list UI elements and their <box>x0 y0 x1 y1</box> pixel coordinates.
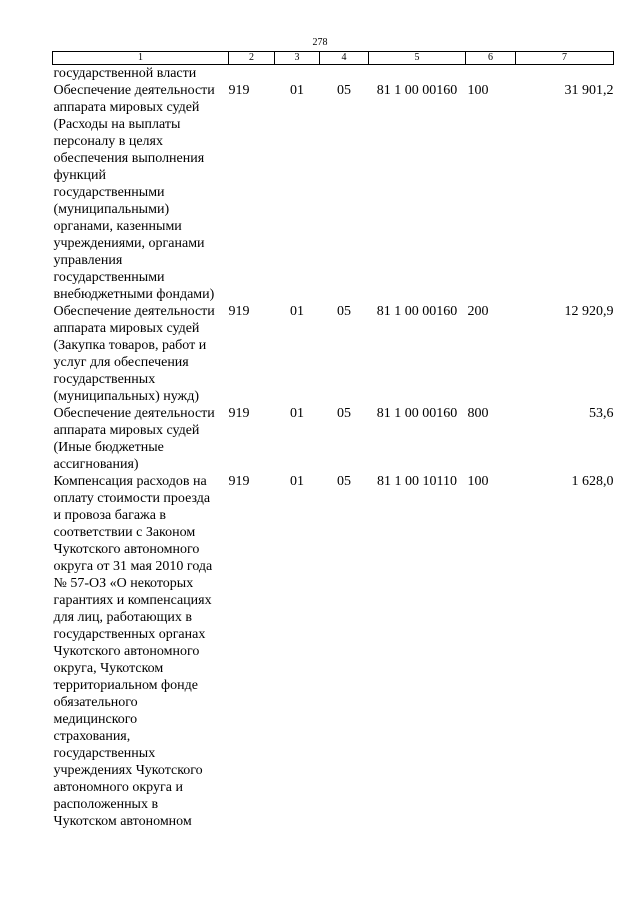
header-col-7: 7 <box>516 52 614 65</box>
row-name-line: Компенсация расходов на <box>53 474 207 489</box>
cell-grbs <box>229 65 275 83</box>
row-name-line: страхования, <box>53 729 131 744</box>
row-name-line: Чукотского автономного <box>53 542 200 557</box>
row-name-line: органами, казенными <box>53 219 182 234</box>
row-name-line: государственных <box>53 746 156 761</box>
row-name-line: аппарата мировых судей <box>53 423 200 438</box>
cell-section: 01 <box>290 406 304 421</box>
row-name-line: (Расходы на выплаты <box>53 117 181 132</box>
row-name-line: округа, Чукотском <box>53 661 164 676</box>
cell-target-code: 81 1 00 00160 <box>376 406 458 421</box>
header-col-3: 3 <box>275 52 320 65</box>
row-name-line: территориальном фонде <box>53 678 198 693</box>
row-name-line: автономного округа и <box>53 780 183 795</box>
cell-amount: 31 901,2 <box>564 83 614 98</box>
cell-expense-type <box>466 65 516 83</box>
row-name-line: Обеспечение деятельности <box>53 83 215 98</box>
row-name-line: ассигнования) <box>53 457 139 472</box>
row-name-line: (муниципальными) <box>53 202 170 217</box>
table-row <box>53 405 614 473</box>
cell-grbs: 919 <box>228 83 250 98</box>
row-name-line: гарантиях и компенсациях <box>53 593 212 608</box>
cell-subsection: 05 <box>337 474 351 489</box>
row-name-line: Обеспечение деятельности <box>53 406 215 421</box>
table-header <box>53 52 614 65</box>
page-number: 278 <box>312 37 328 48</box>
row-name-line: управления <box>53 253 123 268</box>
table-body <box>53 65 614 831</box>
cell-target-code <box>369 65 466 83</box>
row-name-line: государственных органах <box>53 627 206 642</box>
header-row <box>53 52 614 65</box>
row-name-line: услуг для обеспечения <box>53 355 189 370</box>
header-col-4: 4 <box>320 52 369 65</box>
cell-subsection: 05 <box>337 406 351 421</box>
row-name-line: (Иные бюджетные <box>53 440 164 455</box>
cell-target-code: 81 1 00 00160 <box>376 304 458 319</box>
table-row <box>53 473 614 830</box>
row-name-line: внебюджетными фондами) <box>53 287 215 302</box>
table-row <box>53 65 614 83</box>
budget-table <box>52 51 614 830</box>
cell-amount: 1 628,0 <box>571 474 614 489</box>
row-name-line: функций <box>53 168 106 183</box>
row-name-line: государственной власти <box>53 66 197 81</box>
cell-subsection: 05 <box>337 304 351 319</box>
row-name-line: аппарата мировых судей <box>53 321 200 336</box>
header-col-6: 6 <box>466 52 516 65</box>
row-name-line: государственными <box>53 270 165 285</box>
table-row <box>53 303 614 405</box>
cell-grbs: 919 <box>228 406 250 421</box>
row-name-line: округа от 31 мая 2010 года <box>53 559 213 574</box>
cell-expense-type: 100 <box>467 474 489 489</box>
cell-grbs: 919 <box>228 304 250 319</box>
row-name-line: учреждениях Чукотского <box>53 763 203 778</box>
row-name <box>53 473 229 830</box>
row-name <box>53 65 229 83</box>
row-name-line: обязательного <box>53 695 138 710</box>
row-name-line: государственными <box>53 185 165 200</box>
row-name-line: Чукотского автономного <box>53 644 200 659</box>
row-name <box>53 405 229 473</box>
cell-amount: 12 920,9 <box>564 304 614 319</box>
cell-grbs: 919 <box>228 474 250 489</box>
cell-subsection <box>320 65 369 83</box>
row-name-line: оплату стоимости проезда <box>53 491 211 506</box>
table-row <box>53 82 614 303</box>
row-name-line: государственных <box>53 372 156 387</box>
row-name-line: соответствии с Законом <box>53 525 196 540</box>
row-name-line: (Закупка товаров, работ и <box>53 338 207 353</box>
row-name-line: для лиц, работающих в <box>53 610 193 625</box>
cell-amount: 53,6 <box>589 406 614 421</box>
row-name-line: Обеспечение деятельности <box>53 304 215 319</box>
cell-subsection: 05 <box>337 83 351 98</box>
cell-target-code: 81 1 00 10110 <box>377 474 457 489</box>
cell-section: 01 <box>290 304 304 319</box>
row-name-line: персоналу в целях <box>53 134 163 149</box>
row-name-line: и провоза багажа в <box>53 508 167 523</box>
row-name <box>53 303 229 405</box>
row-name-line: (муниципальных) нужд) <box>53 389 200 404</box>
row-name-line: расположенных в <box>53 797 159 812</box>
cell-target-code: 81 1 00 00160 <box>376 83 458 98</box>
row-name-line: № 57-ОЗ «О некоторых <box>53 576 194 591</box>
row-name <box>53 82 229 303</box>
row-name-line: Чукотском автономном <box>53 814 192 829</box>
cell-section: 01 <box>290 83 304 98</box>
row-name-line: медицинского <box>53 712 138 727</box>
cell-expense-type: 100 <box>467 83 489 98</box>
header-col-2: 2 <box>229 52 275 65</box>
cell-expense-type: 200 <box>467 304 489 319</box>
header-col-5: 5 <box>369 52 466 65</box>
row-name-line: обеспечения выполнения <box>53 151 205 166</box>
header-col-1: 1 <box>53 52 229 65</box>
row-name-line: аппарата мировых судей <box>53 100 200 115</box>
cell-section <box>275 65 320 83</box>
row-name-line: учреждениями, органами <box>53 236 205 251</box>
cell-amount <box>516 65 614 83</box>
cell-section: 01 <box>290 474 304 489</box>
cell-expense-type: 800 <box>467 406 489 421</box>
